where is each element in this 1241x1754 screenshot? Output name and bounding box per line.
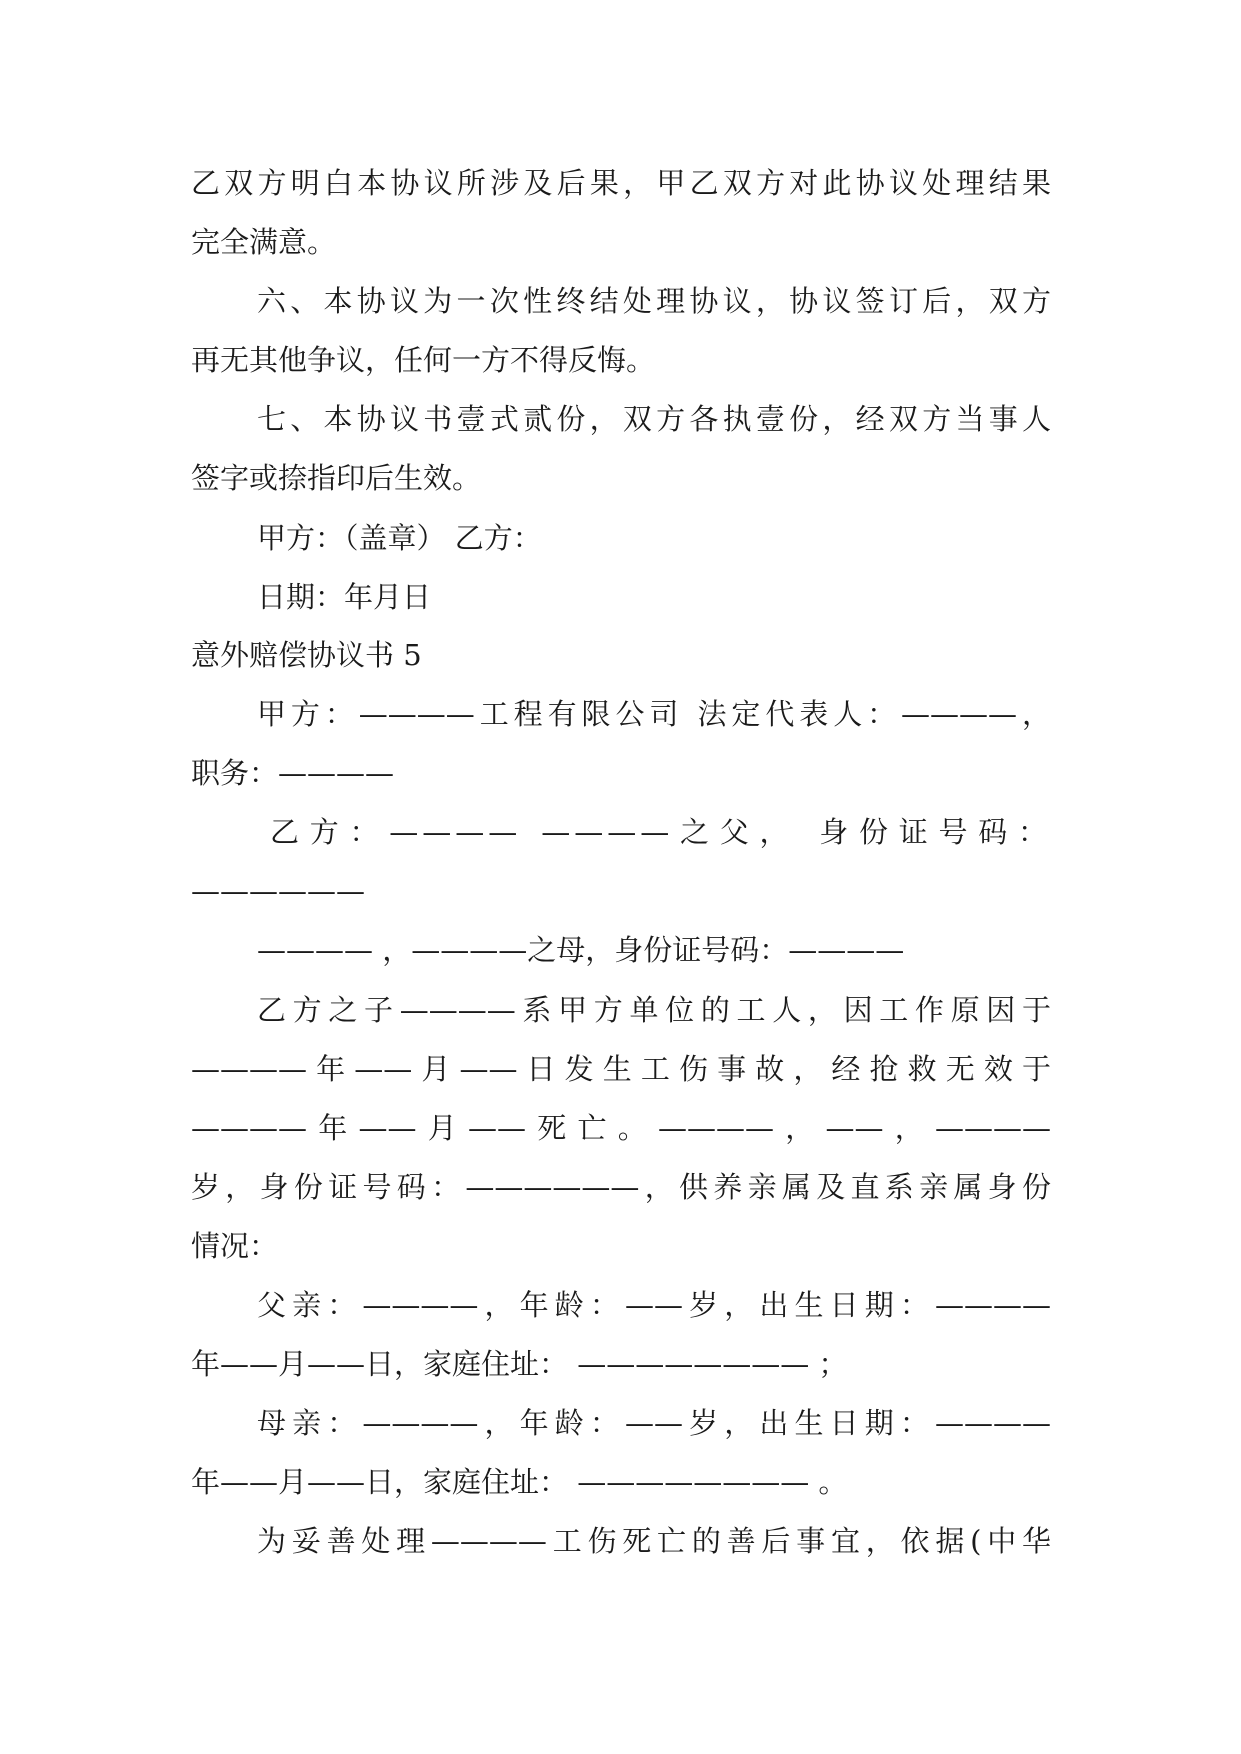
text-line: ————年——月——日发生工伤事故，经抢救无效于 <box>191 1052 1051 1086</box>
text-line: —————— <box>191 874 365 908</box>
text-line: 再无其他争议，任何一方不得反悔。 <box>191 343 656 377</box>
text-line: 七、本协议书壹式贰份，双方各执壹份，经双方当事人 <box>257 402 1051 436</box>
text-line: 甲方：————工程有限公司 法定代表人：————， <box>257 697 1051 731</box>
text-line: 签字或捺指印后生效。 <box>191 461 482 495</box>
text-line: 乙双方明白本协议所涉及后果，甲乙双方对此协议处理结果 <box>191 166 1051 200</box>
text-line: 父亲：————，年龄：——岁，出生日期：———— <box>257 1288 1051 1322</box>
text-line: 为妥善处理————工伤死亡的善后事宜，依据(中华 <box>257 1524 1051 1558</box>
text-line: 母亲：————，年龄：——岁，出生日期：———— <box>257 1406 1051 1440</box>
text-line: 六、本协议为一次性终结处理协议，协议签订后，双方 <box>257 284 1051 318</box>
text-line: 乙方之子————系甲方单位的工人，因工作原因于 <box>257 993 1051 1027</box>
text-line: 岁，身份证号码：——————，供养亲属及直系亲属身份 <box>191 1170 1051 1204</box>
signature-line: 甲方：（盖章） 乙方： <box>257 521 542 555</box>
text-line: 乙方：———— ————之父， 身份证号码： <box>270 815 1051 849</box>
text-line: ————年——月——死亡。————，——，———— <box>191 1111 1051 1145</box>
text-line: 情况： <box>191 1229 279 1263</box>
text-line: 年——月——日，家庭住址： ———————— 。 <box>191 1465 848 1499</box>
text-line: 完全满意。 <box>191 225 337 259</box>
text-line: 职务：———— <box>191 756 395 790</box>
section-heading: 意外赔偿协议书 5 <box>191 638 422 672</box>
text-line: ———— ，————之母，身份证号码：———— <box>257 933 905 967</box>
text-line: 年——月——日，家庭住址： ———————— ； <box>191 1347 848 1381</box>
date-line: 日期：年月日 <box>257 580 432 614</box>
